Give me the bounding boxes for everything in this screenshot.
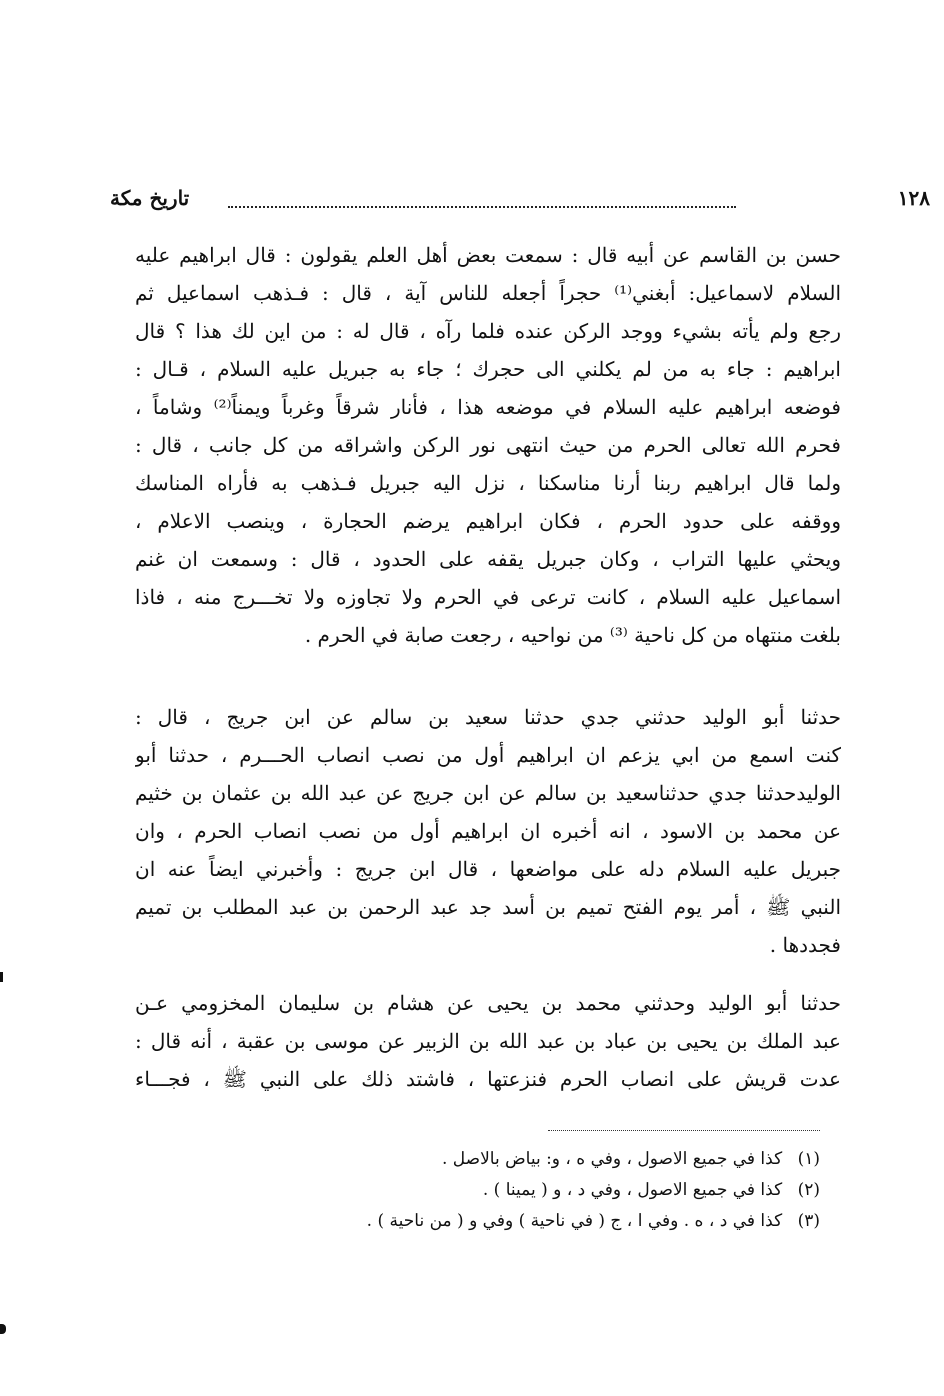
text-line: ابراهيم : جاء به من لم يكلني الى حجرك ؛ جاء به جبريل عليه السلام ، قـال : — [135, 357, 841, 381]
page-header — [110, 186, 930, 218]
footnote-number: (٢) — [797, 1180, 820, 1200]
text-line: جبريل عليه السلام دله على مواضعها ، قال ابن جريج : وأخبرني ايضاً عنه ان — [135, 857, 841, 881]
footnote-text: كذا في د ، ه . وفي ا ، ج ( في ناحية ) وفي و ( من ناحية ) . — [366, 1211, 783, 1231]
footnote-number: (٣) — [797, 1211, 820, 1231]
text-line: فوضعه ابراهيم عليه السلام في موضعه هذا ، فأنار شرقاً وغرباً ويمناً⁽²⁾ وشاماً ، — [135, 395, 841, 419]
text-line: كنت اسمع من ابي يزعم ان ابراهيم أول من نصب انصاب الحـــرم ، حدثنا أبو — [135, 743, 841, 767]
text-line: حدثنا أبو الوليد حدثني جدي حدثنا سعيد بن سالم عن ابن جريج ، قال : — [135, 705, 841, 729]
text-line: عبد الملك بن يحيى بن عباد بن عبد الله بن الزبير عن موسى بن عقبة ، أنه قال : — [135, 1029, 841, 1053]
text-line: عدت قريش على انصاب الحرم فنزعتها ، فاشتد ذلك على النبي ﷺ ، فجـــاء — [135, 1067, 841, 1091]
text-line: اسماعيل عليه السلام ، كانت ترعى في الحرم ولا تجاوزه ولا تخـــرج منه ، فاذا — [135, 585, 841, 609]
text-line: ولما قال ابراهيم ربنا أرنا مناسكنا ، نزل اليه جبريل فـذهب به فأراه المناسك — [135, 471, 841, 495]
header-dotted-rule — [228, 206, 736, 208]
paragraph-1 — [135, 236, 841, 654]
scan-edge-mark — [0, 1324, 6, 1334]
footnote-divider — [548, 1130, 820, 1131]
footnote-text: كذا في جميع الاصول ، وفي ه ، و: بياض بالاصل . — [441, 1149, 783, 1169]
text-line: ويحثي عليها التراب ، وكان جبريل يقفه على الحدود ، قال : وسمعت ان غنم — [135, 547, 841, 571]
scan-edge-mark — [0, 972, 3, 982]
text-line: عن محمد بن الاسود ، انه أخبره ان ابراهيم أول من نصب انصاب الحرم ، وان — [135, 819, 841, 843]
text-line: رجع ولم يأته بشيء ووجد الركن عنده فلما رآه ، قال له : من اين لك هذا ؟ قال — [135, 319, 841, 343]
paragraph-3 — [135, 984, 841, 1098]
text-line: فحرم الله تعالى الحرم من حيث انتهى نور الركن واشراقه من كل جانب ، قال : — [135, 433, 841, 457]
footnotes — [200, 1144, 820, 1237]
footnote-number: (١) — [797, 1149, 820, 1169]
footnote-3 — [200, 1206, 820, 1237]
footnote-2 — [200, 1175, 820, 1206]
text-line: بلغت منتهاه من كل ناحية ⁽³⁾ من نواحيه ، رجعت صابة في الحرم . — [304, 623, 841, 647]
text-line: حسن بن القاسم عن أبيه قال : سمعت بعض أهل العلم يقولون : قال ابراهيم عليه — [135, 243, 841, 267]
footnote-text: كذا في جميع الاصول ، وفي د ، و ( يمينا ) . — [482, 1180, 783, 1200]
text-line: ووقفه على حدود الحرم ، فكان ابراهيم يرضم الحجارة ، وينصب الاعلام ، — [135, 509, 841, 533]
text-line: فجددها . — [769, 933, 841, 957]
text-line: الوليدحدثنا جدي حدثناسعيد بن سالم عن ابن جريج عن عبد الله بن عثمان بن خثيم — [135, 781, 841, 805]
footnote-1 — [200, 1144, 820, 1175]
paragraph-2 — [135, 698, 841, 964]
text-line: حدثنا أبو الوليد وحدثني محمد بن يحيى عن هشام بن سليمان المخزومي عـن — [135, 991, 841, 1015]
page-number: ١٢٨ — [897, 186, 930, 210]
text-line: السلام لاسماعيل: أبغني⁽¹⁾ حجراً أجعله للناس آية ، قال : فـذهب اسماعيل ثم — [135, 281, 841, 305]
running-title: تاريخ مكة — [110, 186, 190, 210]
text-line: النبي ﷺ ، أمر يوم الفتح تميم بن أسد جد عبد الرحمن بن عبد المطلب بن تميم — [135, 895, 841, 919]
